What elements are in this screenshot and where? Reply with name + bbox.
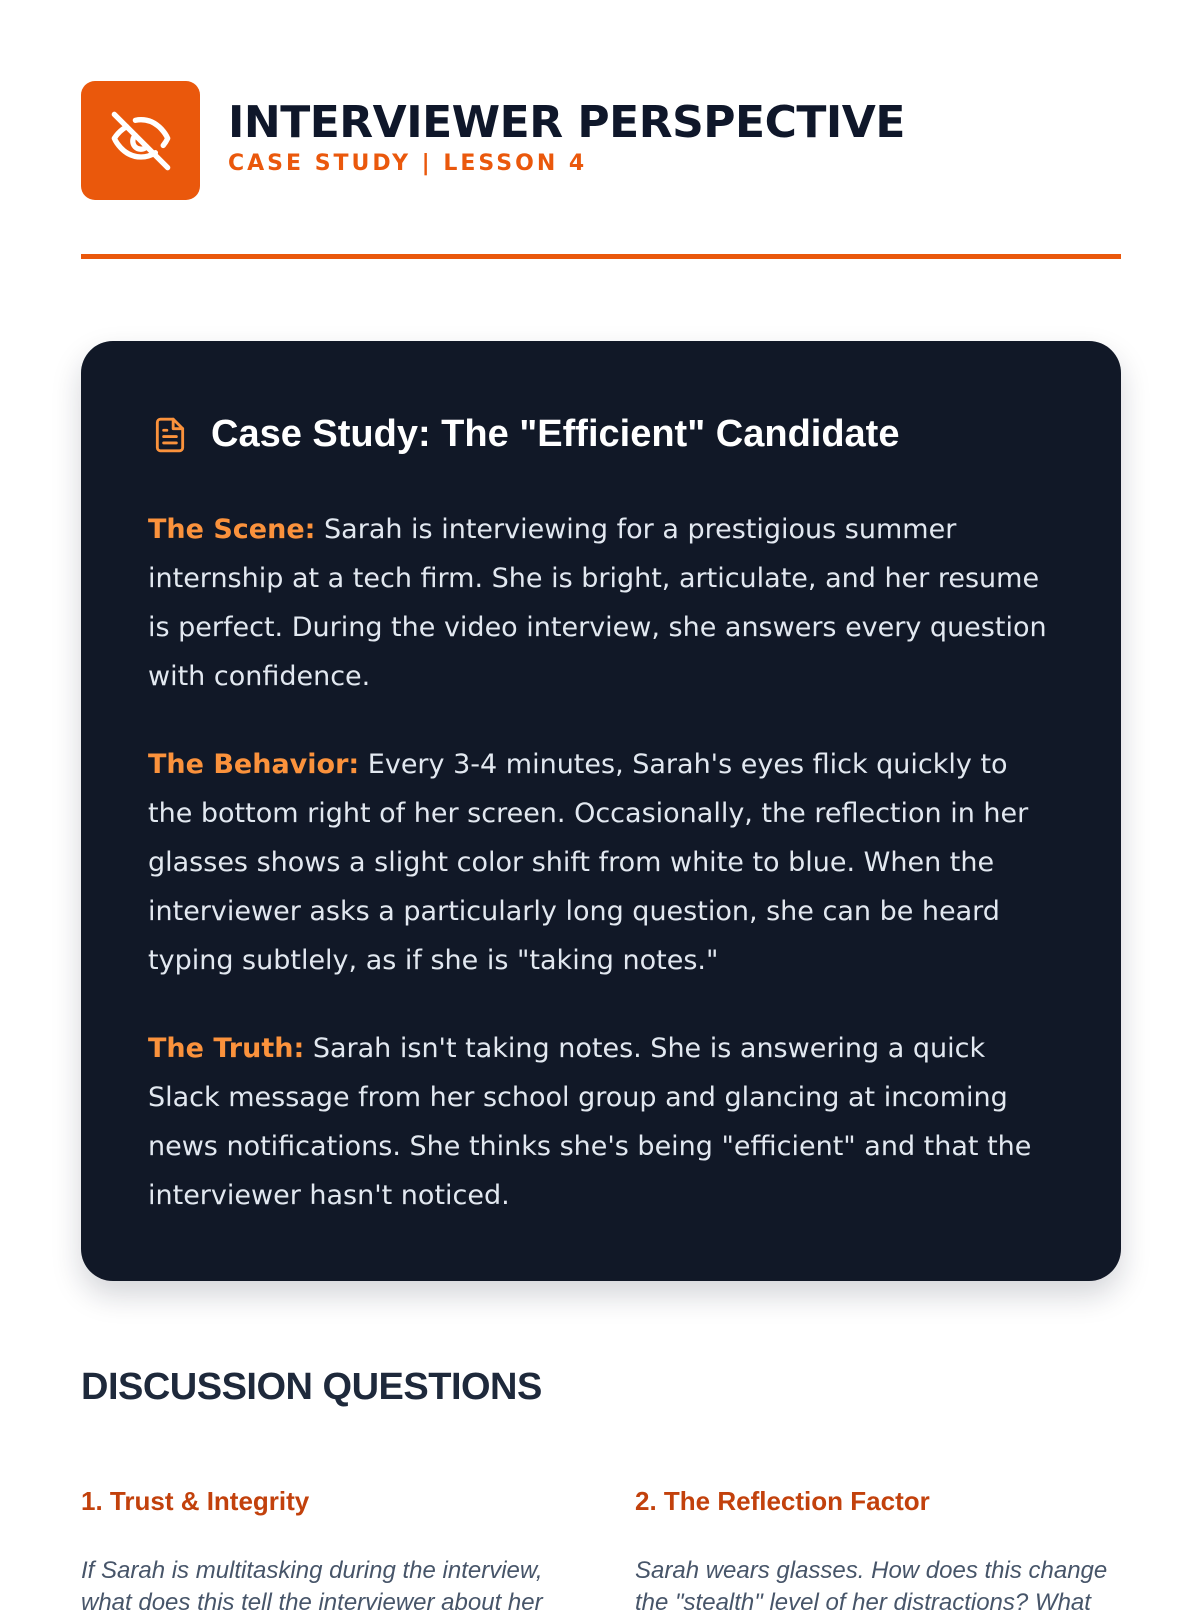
truth-paragraph <box>148 1024 1053 1220</box>
behavior-paragraph <box>148 740 1053 985</box>
logo-badge <box>81 81 200 200</box>
truth-label: The Truth: <box>148 1033 305 1064</box>
question-title: 2. The Reflection Factor <box>635 1486 930 1516</box>
behavior-label: The Behavior: <box>148 749 360 780</box>
truth-text: Sarah isn't taking notes. She is answering a quick Slack message from her school group and glancing at incoming news notifications. She thinks she's being "efficient" and that the interviewer hasn't noticed. <box>148 1033 1032 1211</box>
scene-label: The Scene: <box>148 514 316 545</box>
page-title: INTERVIEWER PERSPECTIVE <box>228 96 905 148</box>
question-text: Sarah wears glasses. How does this change the "stealth" level of her distractions? What <box>635 1557 1108 1616</box>
scene-paragraph <box>148 505 1053 701</box>
eye-slash-icon <box>109 109 173 173</box>
header <box>81 81 905 200</box>
document-icon <box>151 414 189 456</box>
discussion-title: DISCUSSION QUESTIONS <box>81 1366 542 1408</box>
case-study-body <box>148 505 1053 1259</box>
scene-text: Sarah is interviewing for a prestigious summer internship at a tech firm. She is bright, articulate, and her resume is perfect. During the video interview, she answers every question with confidence. <box>148 514 1047 692</box>
behavior-text: Every 3-4 minutes, Sarah's eyes flick quickly to the bottom right of her screen. Occasionally, the reflection in her glasses shows a slight color shift from white to blue. When the interviewer asks a particularly long question, she can be heard typing subtlely, as if she is "taking notes." <box>148 749 1029 976</box>
page-subtitle: CASE STUDY | LESSON 4 <box>228 151 588 177</box>
case-study-card <box>81 341 1121 1281</box>
case-study-header <box>151 413 899 456</box>
header-divider <box>81 254 1121 259</box>
question-card <box>81 1486 571 1619</box>
question-card <box>635 1486 1125 1619</box>
question-text: If Sarah is multitasking during the interview, what does this tell the interviewer about her <box>81 1557 543 1616</box>
case-study-title: Case Study: The "Efficient" Candidate <box>211 413 900 455</box>
question-title: 1. Trust & Integrity <box>81 1486 310 1516</box>
